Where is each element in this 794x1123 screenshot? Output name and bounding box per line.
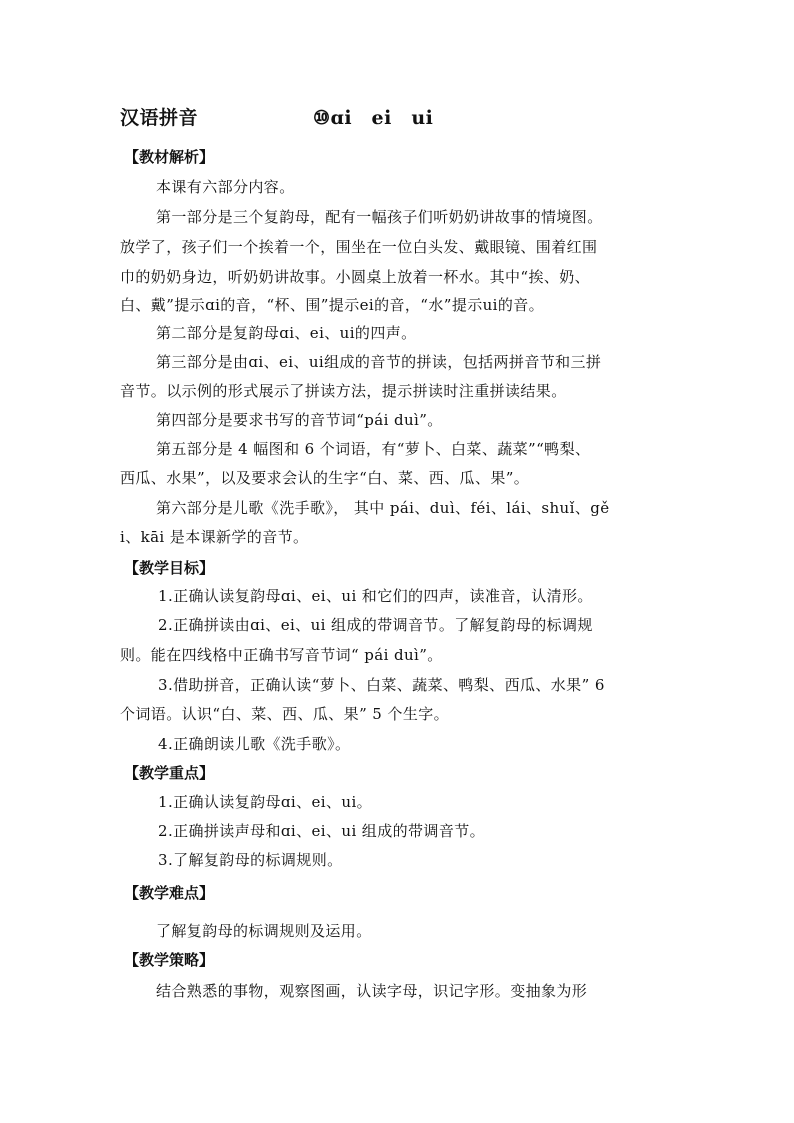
goal-item-continuation: 则。能在四线格中正确书写音节词“ pái duì”。 [120, 646, 443, 664]
paragraph-line: 第一部分是三个复韵母，配有一幅孩子们听奶奶讲故事的情境图。 [156, 208, 603, 226]
paragraph-line: 第五部分是 4 幅图和 6 个词语，有“萝卜、白菜、蔬菜”“鸭梨、 [156, 440, 591, 458]
section-heading-strategy: 【教学策略】 [124, 951, 215, 969]
paragraph-line: 巾的奶奶身边，听奶奶讲故事。小圆桌上放着一杯水。其中“挨、奶、 [120, 268, 591, 286]
title-lesson: ⑩ɑi ei ui [313, 107, 434, 129]
title-subject: 汉语拼音 [120, 107, 199, 129]
key-point-item: 3.了解复韵母的标调规则。 [158, 851, 343, 869]
paragraph-line: 白、戴”提示ɑi的音，“杯、围”提示ei的音，“水”提示ui的音。 [120, 296, 545, 314]
lesson-title [120, 103, 680, 133]
paragraph-line: 第二部分是复韵母ɑi、ei、ui的四声。 [156, 324, 417, 342]
key-point-item: 1.正确认读复韵母ɑi、ei、ui。 [158, 793, 373, 811]
goal-item-continuation: 个词语。认识“白、菜、西、瓜、果” 5 个生字。 [120, 705, 450, 723]
paragraph-line: 第四部分是要求书写的音节词“pái duì”。 [156, 411, 443, 429]
paragraph-line: 西瓜、水果”，以及要求会认的生字“白、菜、西、瓜、果”。 [120, 469, 530, 487]
goal-item: 2.正确拼读由ɑi、ei、ui 组成的带调音节。了解复韵母的标调规 [158, 616, 593, 634]
goal-item: 3.借助拼音，正确认读“萝卜、白菜、蔬菜、鸭梨、西瓜、水果” 6 [158, 676, 605, 694]
paragraph-line: 本课有六部分内容。 [156, 178, 295, 196]
section-heading-key-points: 【教学重点】 [124, 764, 215, 782]
goal-item: 4.正确朗读儿歌《洗手歌》。 [158, 735, 351, 753]
difficulty-item: 了解复韵母的标调规则及运用。 [156, 922, 372, 940]
section-heading-goals: 【教学目标】 [124, 559, 215, 577]
goal-item: 1.正确认读复韵母ɑi、ei、ui 和它们的四声，读准音，认清形。 [158, 587, 593, 605]
section-heading-difficulty: 【教学难点】 [124, 884, 215, 902]
paragraph-line: 第三部分是由ɑi、ei、ui组成的音节的拼读，包括两拼音节和三拼 [156, 353, 602, 371]
paragraph-line: i、kāi 是本课新学的音节。 [120, 528, 309, 546]
key-point-item: 2.正确拼读声母和ɑi、ei、ui 组成的带调音节。 [158, 822, 486, 840]
strategy-item: 结合熟悉的事物，观察图画，认读字母，识记字形。变抽象为形 [156, 982, 588, 1000]
paragraph-line: 放学了，孩子们一个挨着一个，围坐在一位白头发、戴眼镜、围着红围 [120, 238, 598, 256]
paragraph-line: 第六部分是儿歌《洗手歌》， 其中 pái、duì、féi、lái、shuǐ、gě [156, 499, 610, 517]
paragraph-line: 音节。以示例的形式展示了拼读方法，提示拼读时注重拼读结果。 [120, 382, 567, 400]
section-heading-analysis: 【教材解析】 [124, 148, 215, 166]
